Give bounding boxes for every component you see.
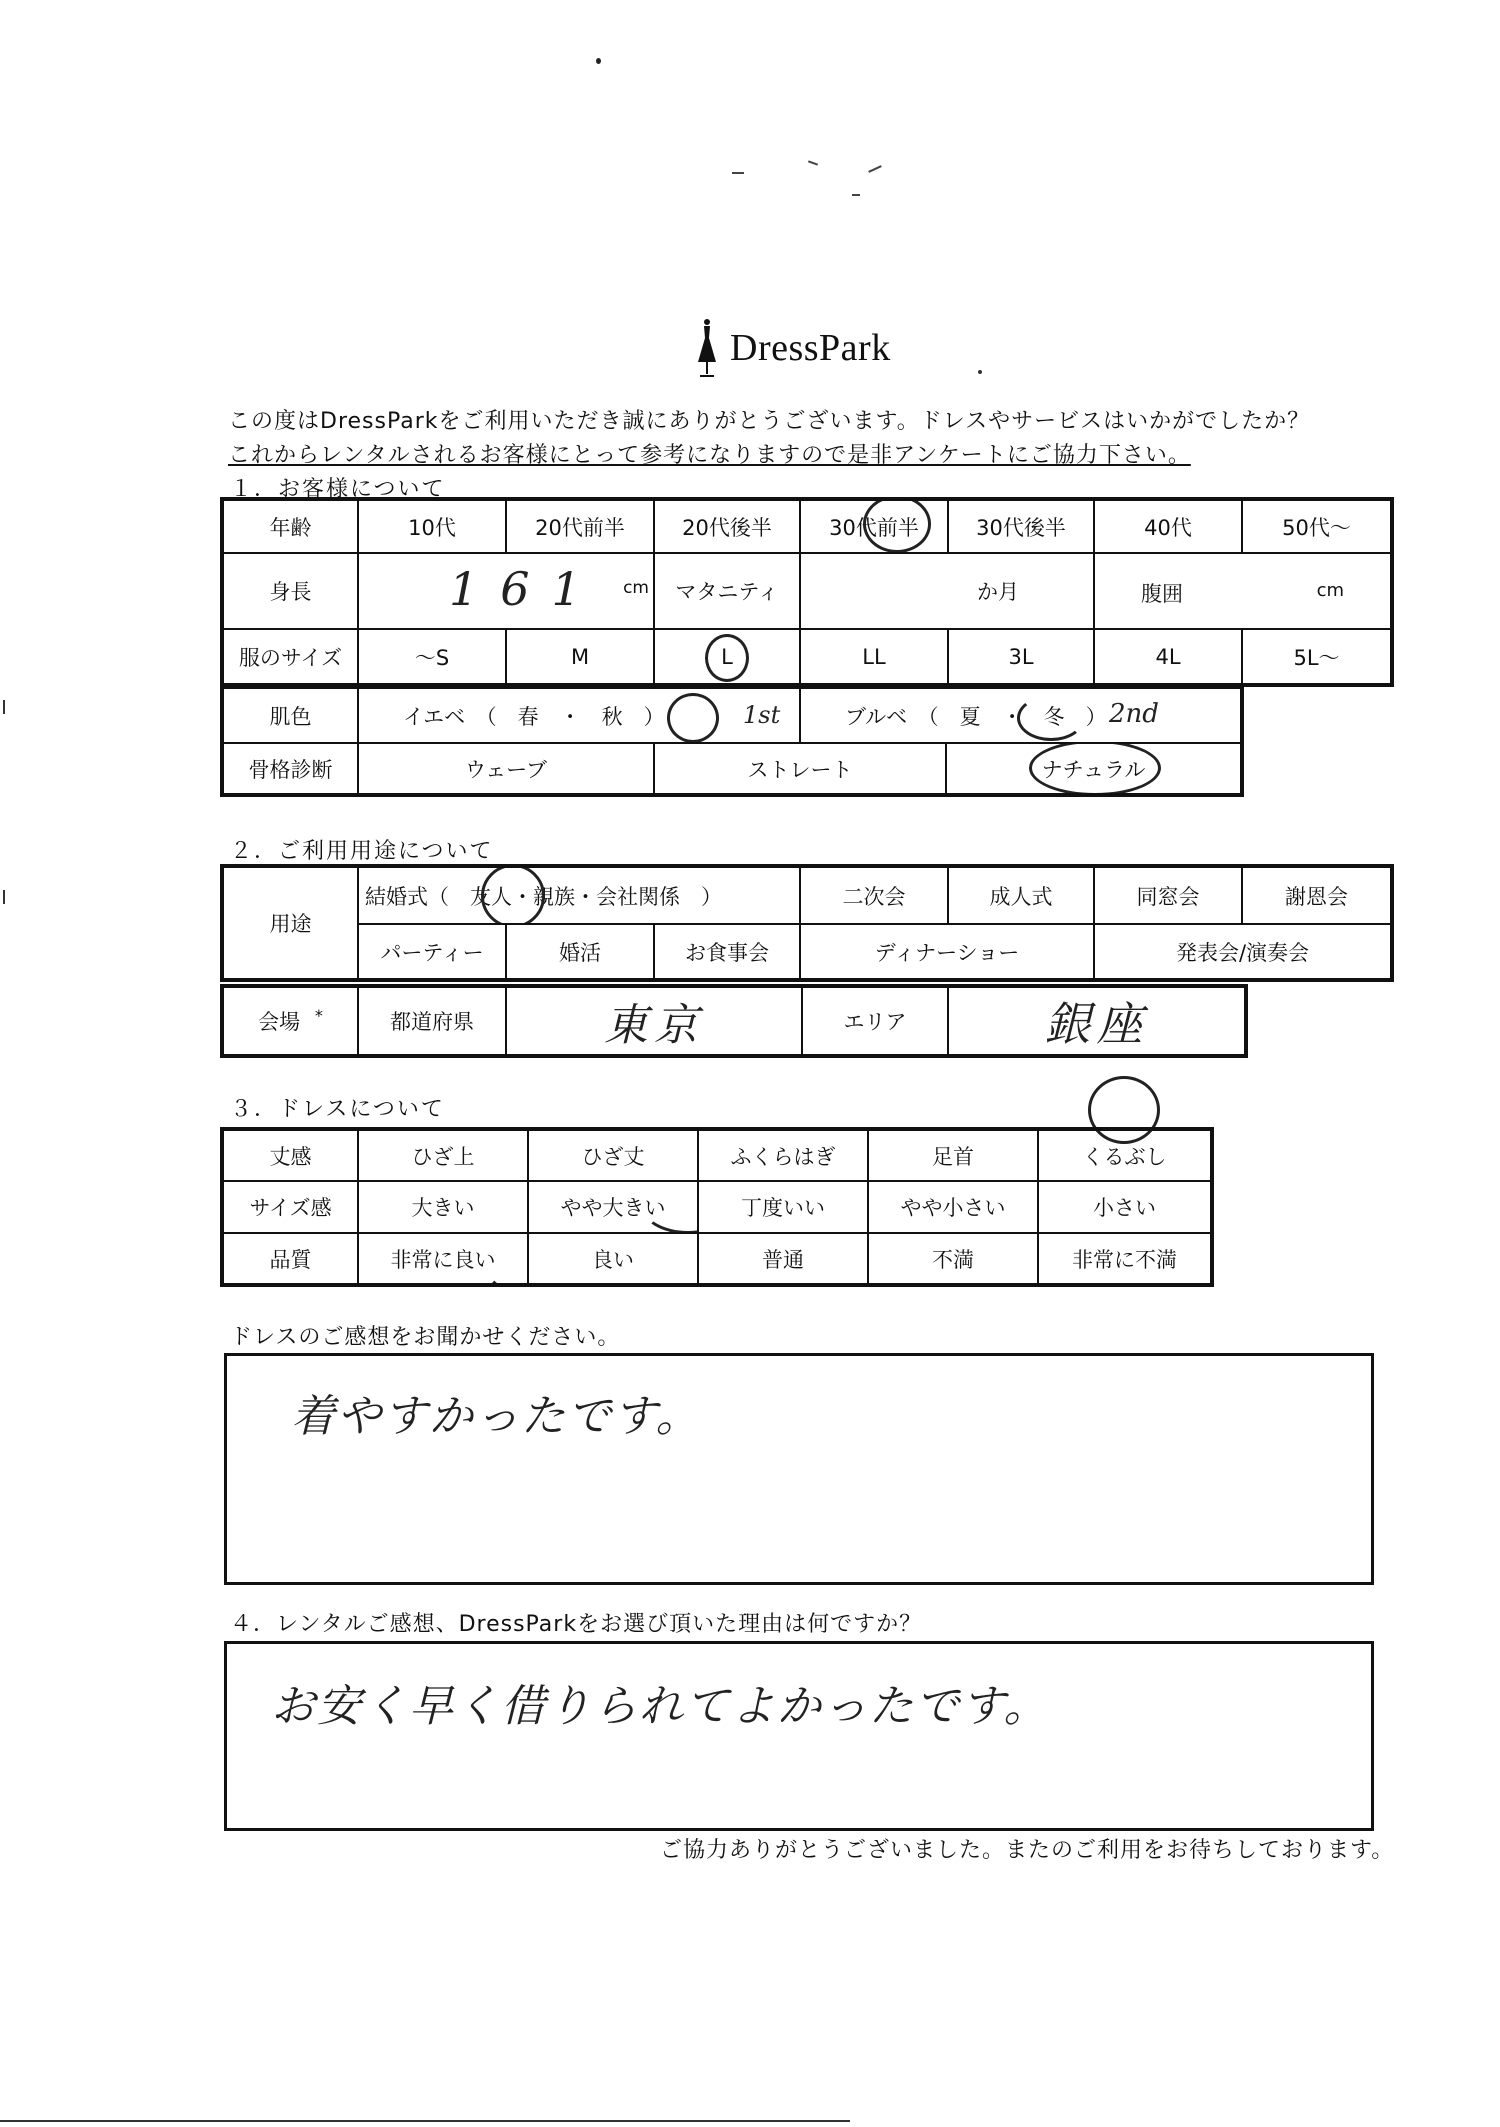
length-option-selected[interactable]: くるぶし bbox=[1038, 1129, 1212, 1181]
frame-option[interactable]: ウェーブ bbox=[358, 743, 654, 795]
height-label: 身長 bbox=[222, 553, 358, 629]
age-option[interactable]: 40代 bbox=[1094, 499, 1242, 553]
waist-field[interactable] bbox=[1094, 553, 1392, 629]
reason-answer: お安く早く借りられてよかったです。 bbox=[271, 1681, 1050, 1732]
size-option[interactable]: LL bbox=[800, 629, 948, 685]
area-value: 銀座 bbox=[1044, 997, 1149, 1051]
intro-line-1: この度はDressParkをご利用いただき誠にありがとうございます。ドレスやサービスはいかがでしたか？ bbox=[228, 409, 1311, 434]
required-mark: * bbox=[314, 1006, 323, 1025]
venue-label-cell bbox=[222, 986, 358, 1056]
impression-answer-box[interactable] bbox=[224, 1353, 1374, 1585]
frame-option-selected[interactable] bbox=[946, 743, 1242, 795]
size-option[interactable]: 4L bbox=[1094, 629, 1242, 685]
dress-icon bbox=[694, 318, 720, 378]
quality-option[interactable]: 普通 bbox=[698, 1233, 868, 1285]
purpose-option[interactable]: 同窓会 bbox=[1094, 866, 1242, 924]
area-label: エリア bbox=[802, 986, 948, 1056]
age-option-selected[interactable] bbox=[800, 499, 948, 553]
purpose-wedding-text: 結婚式（ 友人・親族・会社関係 ） bbox=[365, 884, 722, 909]
skin-note-1st: 1st bbox=[743, 701, 781, 729]
section-4-title: ４．レンタルご感想、DressParkをお選び頂いた理由は何ですか？ bbox=[230, 1612, 923, 1637]
fit-option[interactable]: 丁度いい bbox=[698, 1181, 868, 1233]
skin-yellow-text: イエベ （ 春 ・ 秋 ） bbox=[403, 704, 665, 729]
pref-field[interactable] bbox=[506, 986, 802, 1056]
age-option[interactable]: 20代前半 bbox=[506, 499, 654, 553]
skin-yellow-option[interactable] bbox=[358, 687, 800, 743]
age-label: 年齢 bbox=[222, 499, 358, 553]
area-field[interactable] bbox=[948, 986, 1246, 1056]
purpose-label: 用途 bbox=[222, 866, 358, 980]
purpose-table bbox=[220, 864, 1394, 982]
size-option-selected[interactable] bbox=[654, 629, 800, 685]
footer-thanks: ご協力ありがとうございました。またのご利用をお待ちしております。 bbox=[660, 1838, 1395, 1863]
fit-option[interactable]: 大きい bbox=[358, 1181, 528, 1233]
selection-circle bbox=[667, 693, 719, 743]
fit-label: サイズ感 bbox=[222, 1181, 358, 1233]
venue-label: 会場 bbox=[258, 1010, 301, 1034]
length-option[interactable]: ひざ丈 bbox=[528, 1129, 698, 1181]
reason-answer-box[interactable] bbox=[224, 1641, 1374, 1831]
section-3-title: ３．ドレスについて bbox=[230, 1097, 445, 1122]
quality-option-selected[interactable] bbox=[358, 1233, 528, 1285]
purpose-option[interactable]: ディナーショー bbox=[800, 924, 1094, 980]
scan-speck bbox=[808, 160, 818, 165]
quality-option[interactable]: 非常に不満 bbox=[1038, 1233, 1212, 1285]
waist-label: 腹囲 bbox=[1141, 582, 1183, 606]
scan-speck bbox=[732, 172, 744, 174]
fit-option-text: やや大きい bbox=[560, 1196, 666, 1220]
impression-prompt: ドレスのご感想をお聞かせください。 bbox=[230, 1325, 621, 1350]
quality-option[interactable]: 良い bbox=[528, 1233, 698, 1285]
fit-option-selected[interactable] bbox=[528, 1181, 698, 1233]
intro-line-2: これからレンタルされるお客様にとって参考になりますので是非アンケートにご協力下さい。 bbox=[228, 443, 1191, 468]
scan-edge-mark bbox=[3, 700, 5, 714]
brand-name: DressPark bbox=[730, 327, 891, 369]
maternity-label: マタニティ bbox=[654, 553, 800, 629]
height-value: 161 bbox=[449, 562, 603, 616]
skin-blue-text: ブルベ （ 夏 ・ 冬 ） bbox=[845, 704, 1107, 729]
scan-edge-mark bbox=[3, 890, 5, 904]
length-option[interactable]: 足首 bbox=[868, 1129, 1038, 1181]
height-unit: cm bbox=[623, 578, 649, 598]
dress-table bbox=[220, 1127, 1214, 1287]
length-label: 丈感 bbox=[222, 1129, 358, 1181]
purpose-option[interactable]: お食事会 bbox=[654, 924, 800, 980]
size-option[interactable]: ～S bbox=[358, 629, 506, 685]
scan-speck bbox=[868, 165, 882, 173]
skin-blue-option[interactable] bbox=[800, 687, 1242, 743]
impression-answer: 着やすかったです。 bbox=[291, 1391, 702, 1442]
purpose-option[interactable]: 成人式 bbox=[948, 866, 1094, 924]
customer-info-table bbox=[220, 497, 1394, 687]
scan-speck bbox=[596, 58, 601, 64]
size-option-text: L bbox=[721, 644, 733, 669]
maternity-months-field[interactable] bbox=[800, 553, 1094, 629]
section-2-title: ２．ご利用用途について bbox=[230, 839, 494, 864]
scan-bottom-line bbox=[0, 2120, 850, 2122]
venue-table bbox=[220, 984, 1248, 1058]
age-option[interactable]: 20代後半 bbox=[654, 499, 800, 553]
length-option[interactable]: ひざ上 bbox=[358, 1129, 528, 1181]
purpose-option[interactable]: 婚活 bbox=[506, 924, 654, 980]
skin-frame-table bbox=[220, 685, 1244, 797]
age-option[interactable]: 10代 bbox=[358, 499, 506, 553]
waist-unit: cm bbox=[1316, 580, 1344, 601]
fit-option[interactable]: やや小さい bbox=[868, 1181, 1038, 1233]
purpose-option[interactable]: 謝恩会 bbox=[1242, 866, 1392, 924]
frame-option[interactable]: ストレート bbox=[654, 743, 946, 795]
age-option[interactable]: 30代後半 bbox=[948, 499, 1094, 553]
months-unit: か月 bbox=[977, 580, 1019, 604]
quality-label: 品質 bbox=[222, 1233, 358, 1285]
size-option[interactable]: 3L bbox=[948, 629, 1094, 685]
size-option[interactable]: M bbox=[506, 629, 654, 685]
age-option-text: 30代前半 bbox=[829, 515, 919, 540]
purpose-option[interactable]: パーティー bbox=[358, 924, 506, 980]
purpose-wedding-option[interactable] bbox=[358, 866, 800, 924]
brand-logo bbox=[694, 318, 891, 378]
skin-note-2nd: 2nd bbox=[1109, 699, 1159, 729]
frame-option-text: ナチュラル bbox=[1041, 757, 1146, 782]
pref-value: 東京 bbox=[604, 1000, 704, 1051]
purpose-option[interactable]: 発表会/演奏会 bbox=[1094, 924, 1392, 980]
scan-speck bbox=[978, 370, 982, 374]
height-field[interactable] bbox=[358, 553, 654, 629]
skin-label: 肌色 bbox=[222, 687, 358, 743]
section-1-title: １．お客様について bbox=[230, 477, 446, 502]
age-option[interactable]: 50代～ bbox=[1242, 499, 1392, 553]
size-option[interactable]: 5L～ bbox=[1242, 629, 1392, 685]
frame-label: 骨格診断 bbox=[222, 743, 358, 795]
size-label: 服のサイズ bbox=[222, 629, 358, 685]
length-option[interactable]: ふくらはぎ bbox=[698, 1129, 868, 1181]
purpose-option[interactable]: 二次会 bbox=[800, 866, 948, 924]
quality-option-text: 非常に良い bbox=[390, 1247, 496, 1272]
scan-speck bbox=[852, 194, 860, 196]
quality-option[interactable]: 不満 bbox=[868, 1233, 1038, 1285]
fit-option[interactable]: 小さい bbox=[1038, 1181, 1212, 1233]
pref-label: 都道府県 bbox=[358, 986, 506, 1056]
